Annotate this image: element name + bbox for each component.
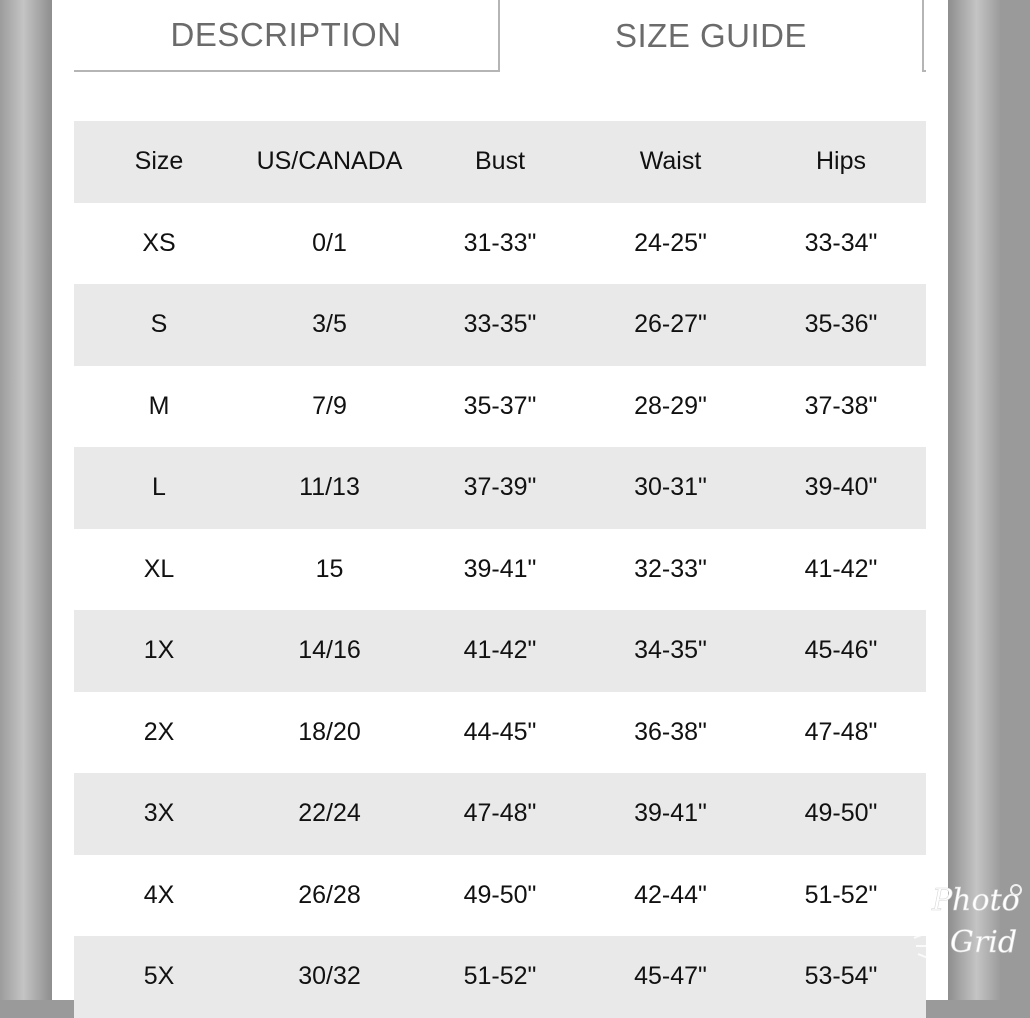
cell-bust: 47-48" — [463, 799, 537, 828]
cell-hips: 41-42" — [804, 554, 878, 583]
cell-us-canada: 0/1 — [312, 228, 347, 257]
size-guide-panel — [52, 0, 1020, 1000]
cell-us-canada: 18/20 — [298, 717, 361, 746]
cell-us-canada: 26/28 — [298, 880, 361, 909]
table-row — [74, 366, 926, 448]
cell-hips: 39-40" — [804, 473, 878, 502]
cell-us-canada: 22/24 — [298, 799, 361, 828]
cell-waist: 36-38" — [634, 717, 707, 746]
cell-bust: 37-39" — [463, 473, 537, 502]
cell-size: L — [152, 473, 166, 502]
table-row — [74, 855, 926, 937]
cell-size: M — [148, 391, 170, 420]
table-row — [74, 773, 926, 855]
column-header-bust: Bust — [474, 147, 526, 176]
table-row — [74, 610, 926, 692]
column-header-us-canada: US/CANADA — [256, 147, 403, 176]
column-header-size: Size — [134, 147, 184, 176]
column-header-waist: Waist — [639, 147, 702, 176]
cell-us-canada: 30/32 — [298, 962, 361, 991]
cell-hips: 51-52" — [804, 880, 878, 909]
watermark-line2: Grid — [950, 925, 1018, 960]
cell-waist: 45-47" — [634, 962, 707, 991]
cell-us-canada: 14/16 — [298, 636, 361, 665]
cell-waist: 30-31" — [634, 473, 707, 502]
table-row — [74, 284, 926, 366]
tab-divider — [922, 70, 926, 72]
cell-hips: 53-54" — [804, 962, 878, 991]
cell-waist: 39-41" — [634, 799, 707, 828]
cell-waist: 26-27" — [634, 310, 707, 339]
cell-us-canada: 11/13 — [299, 473, 360, 502]
cell-waist: 34-35" — [634, 636, 707, 665]
cell-bust: 44-45" — [463, 717, 537, 746]
cell-bust: 39-41" — [463, 554, 537, 583]
cell-bust: 49-50" — [463, 880, 537, 909]
cell-bust: 33-35" — [463, 310, 537, 339]
tab-bar — [74, 0, 926, 72]
background-left — [0, 0, 52, 1000]
cell-waist: 42-44" — [634, 880, 707, 909]
cell-bust: 41-42" — [463, 636, 537, 665]
cell-bust: 31-33" — [463, 228, 537, 257]
cell-hips: 45-46" — [804, 636, 878, 665]
cell-bust: 35-37" — [463, 391, 537, 420]
column-header-hips: Hips — [815, 147, 866, 176]
cell-size: 4X — [143, 880, 175, 909]
table-row — [74, 203, 926, 285]
cell-size: XL — [143, 554, 175, 583]
cell-waist: 28-29" — [634, 391, 707, 420]
cell-size: S — [150, 310, 168, 339]
table-row — [74, 529, 926, 611]
cell-us-canada: 7/9 — [312, 391, 347, 420]
table-row — [74, 447, 926, 529]
table-header-row — [74, 121, 926, 203]
cell-size: 5X — [143, 962, 175, 991]
size-chart-table — [74, 121, 926, 1018]
cell-size: 2X — [143, 717, 175, 746]
table-row — [74, 692, 926, 774]
background-right — [948, 0, 1000, 1000]
table-body — [74, 203, 926, 1018]
cell-hips: 47-48" — [804, 717, 878, 746]
cell-size: 1X — [143, 636, 175, 665]
cell-size: XS — [142, 228, 176, 257]
cell-hips: 49-50" — [804, 799, 878, 828]
cell-us-canada: 15 — [315, 554, 344, 583]
watermark-line1: Photo — [932, 883, 1020, 918]
cell-waist: 24-25" — [634, 228, 707, 257]
cell-hips: 35-36" — [804, 310, 878, 339]
cell-waist: 32-33" — [634, 554, 707, 583]
cell-bust: 51-52" — [463, 962, 537, 991]
cell-size: 3X — [143, 799, 175, 828]
cell-hips: 33-34" — [804, 228, 878, 257]
cell-hips: 37-38" — [804, 391, 878, 420]
tab-size-guide[interactable]: SIZE GUIDE — [500, 0, 924, 72]
table-row — [74, 936, 926, 1018]
tab-description[interactable]: DESCRIPTION — [74, 0, 500, 72]
cell-us-canada: 3/5 — [312, 310, 347, 339]
